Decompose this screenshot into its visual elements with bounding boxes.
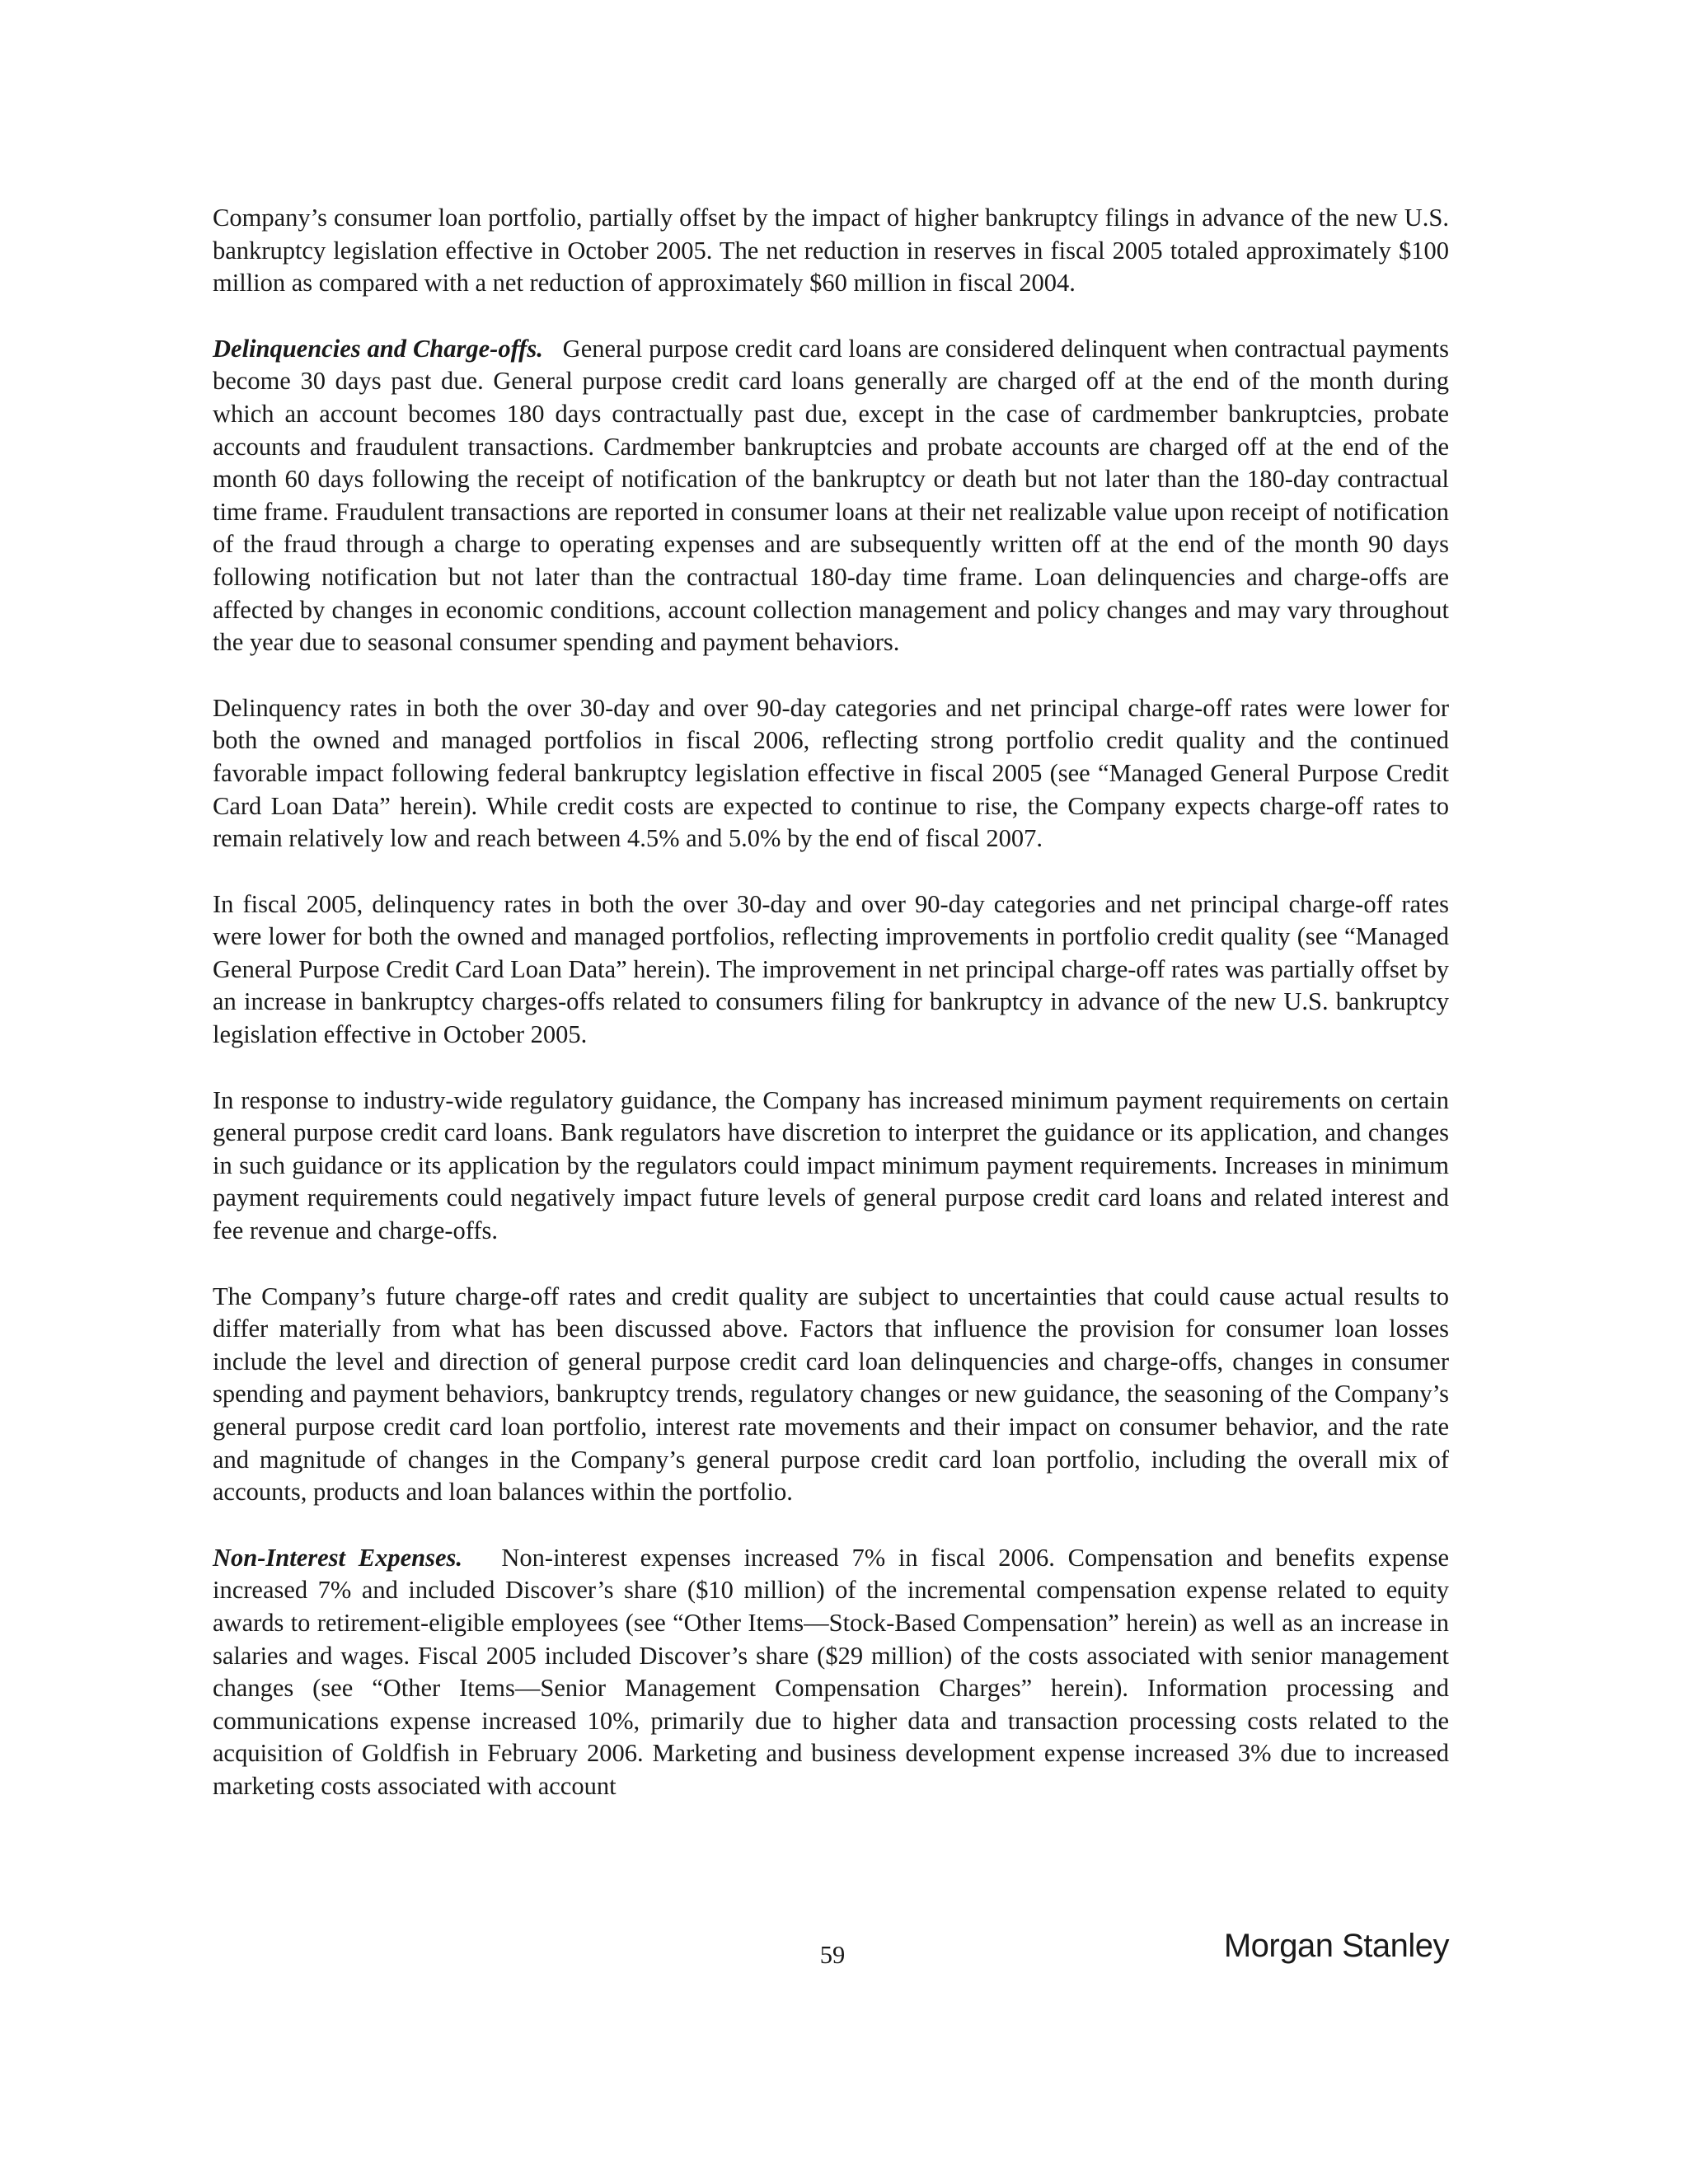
paragraph-delinquency-rates-2006 bbox=[213, 692, 1449, 855]
paragraph-text: General purpose credit card loans are considered delinquent when contractual payments become 30 days past due. General purpose credit card loans generally are charged off at the end of the month during which an account becomes 180 days contractually past due, except in the case of cardmember bankruptcies, probate accounts and fraudulent transactions. Cardmember bankruptcies and probate accounts are charged off at the end of the month 60 days following the receipt of notification of the bankruptcy or death but not later than the 180-day contractual time frame. Fraudulent transactions are reported in consumer loans at their net realizable value upon receipt of notification of the fraud through a charge to operating expenses and are subsequently written off at the end of the month 90 days following notification but not later than the contractual 180-day time frame. Loan delinquencies and charge-offs are affected by changes in economic conditions, account collection management and policy changes and may vary throughout the year due to seasonal consumer spending and payment behaviors. bbox=[213, 334, 1449, 657]
paragraph-text: The Company’s future charge-off rates and credit quality are subject to uncertainties that could cause actual results to differ materially from what has been discussed above. Factors that influence the provision for consumer loan losses include the level and direction of general purpose credit card loan delinquencies and charge-offs, changes in consumer spending and payment behaviors, bankruptcy trends, regulatory changes or new guidance, the seasoning of the Company’s general purpose credit card loan portfolio, interest rate movements and their impact on consumer behavior, and the rate and magnitude of changes in the Company’s general purpose credit card loan portfolio, including the overall mix of accounts, products and loan balances within the portfolio. bbox=[213, 1282, 1449, 1507]
morgan-stanley-logo: Morgan Stanley bbox=[1223, 1928, 1449, 1964]
paragraph-regulatory-guidance bbox=[213, 1085, 1449, 1248]
paragraph-text: Non-interest expenses increased 7% in fiscal 2006. Compensation and benefits expense increased 7% and included Discover’s share ($10 million) of the incremental compensation expense related to equity awards to retirement-eligible employees (see “Other Items—Stock-Based Compensation” herein) as well as an increase in salaries and wages. Fiscal 2005 included Discover’s share ($29 million) of the costs associated with senior management changes (see “Other Items—Senior Management Compensation Charges” herein). Information processing and communications expense increased 10%, primarily due to higher data and transaction processing costs related to the acquisition of Goldfish in February 2006. Marketing and business development expense increased 3% due to increased marketing costs associated with account bbox=[213, 1543, 1450, 1800]
paragraph-delinquency-rates-2005 bbox=[213, 888, 1449, 1052]
page-body bbox=[213, 202, 1449, 1836]
paragraph-future-charge-off bbox=[213, 1281, 1449, 1509]
page-number: 59 bbox=[819, 1941, 846, 1969]
section-heading-non-interest-expenses: Non-Interest Expenses. bbox=[213, 1543, 463, 1572]
paragraph-non-interest-expenses bbox=[213, 1542, 1449, 1803]
paragraph-delinquencies-charge-offs bbox=[213, 333, 1449, 659]
paragraph-reserves-continuation bbox=[213, 202, 1449, 300]
paragraph-text: In fiscal 2005, delinquency rates in both the over 30-day and over 90-day categories and net principal charge-off rates were lower for both the owned and managed portfolios, reflecting improvements in portfolio credit quality (see “Managed General Purpose Credit Card Loan Data” herein). The improvement in net principal charge-off rates was partially offset by an increase in bankruptcy charges-offs related to consumers filing for bankruptcy in advance of the new U.S. bankruptcy legislation effective in October 2005. bbox=[213, 889, 1449, 1049]
section-heading-delinquencies: Delinquencies and Charge-offs. bbox=[213, 334, 543, 363]
paragraph-text: Delinquency rates in both the over 30-day and over 90-day categories and net principal charge-off rates were lower for both the owned and managed portfolios in fiscal 2006, reflecting strong portfolio credit quality and the continued favorable impact following federal bankruptcy legislation effective in fiscal 2005 (see “Managed General Purpose Credit Card Loan Data” herein). While credit costs are expected to continue to rise, the Company expects charge-off rates to remain relatively low and reach between 4.5% and 5.0% by the end of fiscal 2007. bbox=[213, 693, 1449, 853]
paragraph-text: Company’s consumer loan portfolio, partially offset by the impact of higher bankruptcy filings in advance of the new U.S. bankruptcy legislation effective in October 2005. The net reduction in reserves in fiscal 2005 totaled approximately $100 million as compared with a net reduction of approximately $60 million in fiscal 2004. bbox=[213, 204, 1449, 298]
paragraph-text: In response to industry-wide regulatory guidance, the Company has increased minimum payment requirements on certain general purpose credit card loans. Bank regulators have discretion to interpret the guidance or its application, and changes in such guidance or its application by the regulators could impact minimum payment requirements. Increases in minimum payment requirements could negatively impact future levels of general purpose credit card loans and related interest and fee revenue and charge-offs. bbox=[213, 1085, 1449, 1245]
